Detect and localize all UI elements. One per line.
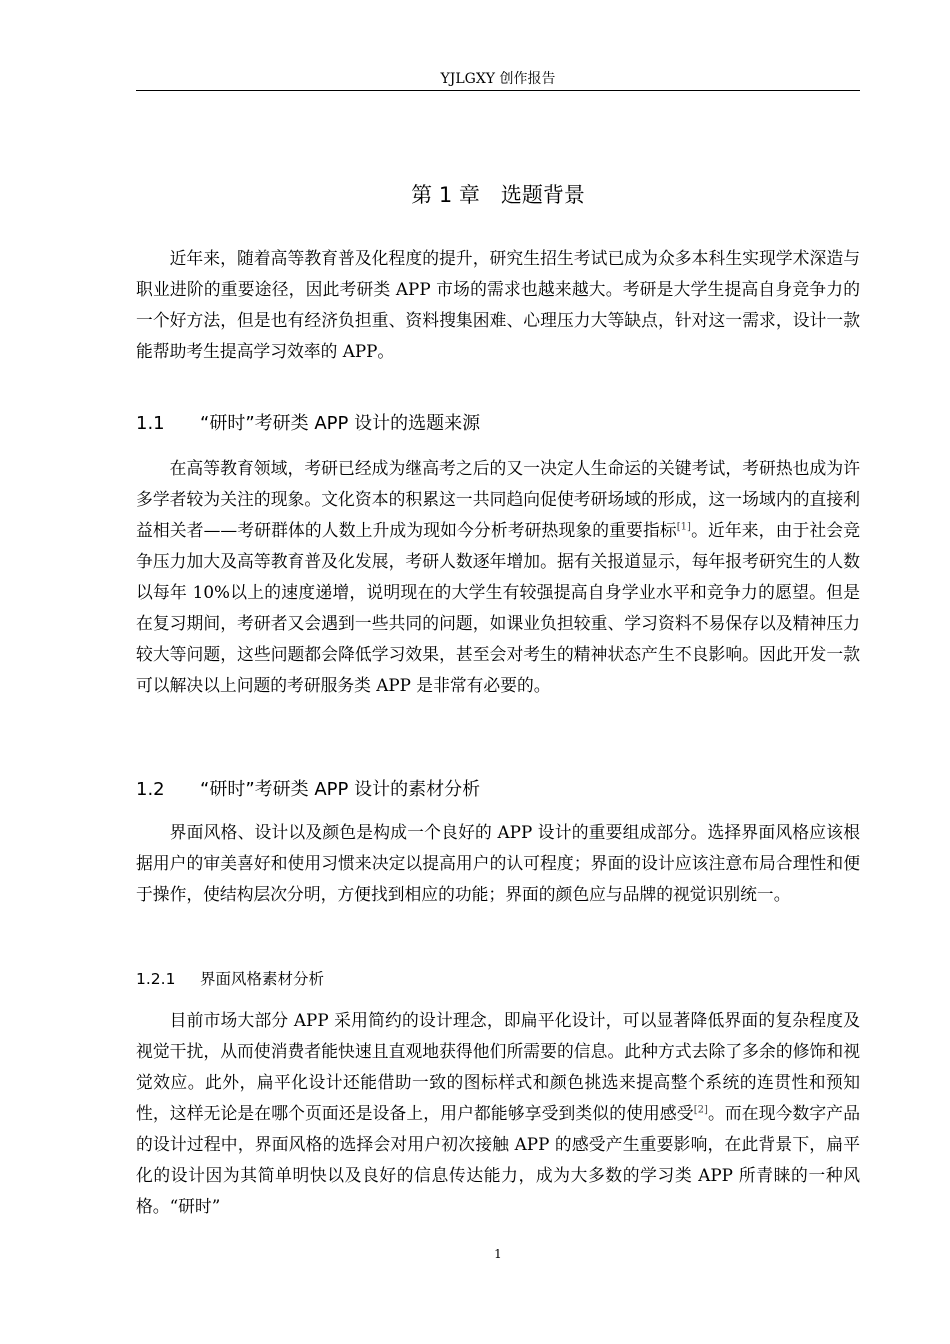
- section-number: 1.2: [136, 779, 165, 800]
- paragraph-text: 。而在现今数字产品的设计过程中，界面风格的选择会对用户初次接触 APP 的感受产生重要影响，在此背景下，扁平化的设计因为其简单明快以及良好的信息传达能力，成为大多数的学习类 APP 所青睐的一种风格。“研时”: [136, 1103, 860, 1216]
- page-header: YJLGXY 创作报告: [440, 71, 556, 87]
- page-number: 1: [494, 1247, 502, 1261]
- section-1-1-paragraph: [136, 453, 860, 701]
- section-heading-1-2: [136, 776, 860, 804]
- paragraph-text: 在高等教育领域，考研已经成为继高考之后的又一决定人生命运的关键考试，考研热也成为许多学者较为关注的现象。文化资本的积累这一共同趋向促使考研场域的形成，这一场域内的直接利益相关者——考研群体的人数上升成为现如今分析考研热现象的重要指标: [136, 458, 860, 540]
- section-heading-1-2-1: [136, 967, 860, 991]
- section-1-2-1-paragraph: [136, 1005, 860, 1222]
- section-number: 1.2.1: [136, 970, 176, 988]
- section-title: “研时”考研类 APP 设计的素材分析: [200, 779, 481, 800]
- chapter-title: 第 1 章 选题背景: [411, 183, 585, 207]
- header-rule: [136, 90, 860, 91]
- citation-marker: [1]: [676, 521, 691, 533]
- section-title: 界面风格素材分析: [200, 970, 325, 988]
- section-number: 1.1: [136, 413, 165, 434]
- paragraph-text: 。近年来，由于社会竞争压力加大及高等教育普及化发展，考研人数逐年增加。据有关报道显示，每年报考研究生的人数以每年 10%以上的速度递增，说明现在的大学生有较强提高自身学业水平和竞争力的愿望。但是在复习期间，考研者又会遇到一些共同的问题，如课业负担较重、学习资料不易保存以及精神压力较大等问题，这些问题都会降低学习效果，甚至会对考生的精神状态产生不良影响。因此开发一款可以解决以上问题的考研服务类 APP 是非常有必要的。: [136, 520, 860, 695]
- section-1-2-paragraph: 界面风格、设计以及颜色是构成一个良好的 APP 设计的重要组成部分。选择界面风格应该根据用户的审美喜好和使用习惯来决定以提高用户的认可程度；界面的设计应该注意布局合理性和便于操作，使结构层次分明，方便找到相应的功能；界面的颜色应与品牌的视觉识别统一。: [136, 822, 860, 904]
- section-title: “研时”考研类 APP 设计的选题来源: [200, 413, 481, 434]
- section-heading-1-1: [136, 410, 860, 438]
- intro-paragraph: 近年来，随着高等教育普及化程度的提升，研究生招生考试已成为众多本科生实现学术深造与职业进阶的重要途径，因此考研类 APP 市场的需求也越来越大。考研是大学生提高自身竞争力的一个好方法，但是也有经济负担重、资料搜集困难、心理压力大等缺点，针对这一需求，设计一款能帮助考生提高学习效率的 APP。: [136, 248, 860, 361]
- citation-marker: [2]: [693, 1104, 708, 1116]
- paragraph-text: 目前市场大部分 APP 采用简约的设计理念，即扁平化设计，可以显著降低界面的复杂程度及视觉干扰，从而使消费者能快速且直观地获得他们所需要的信息。此种方式去除了多余的修饰和视觉效应。此外，扁平化设计还能借助一致的图标样式和颜色挑选来提高整个系统的连贯性和预知性，这样无论是在哪个页面还是设备上，用户都能够享受到类似的使用感受: [136, 1010, 860, 1123]
